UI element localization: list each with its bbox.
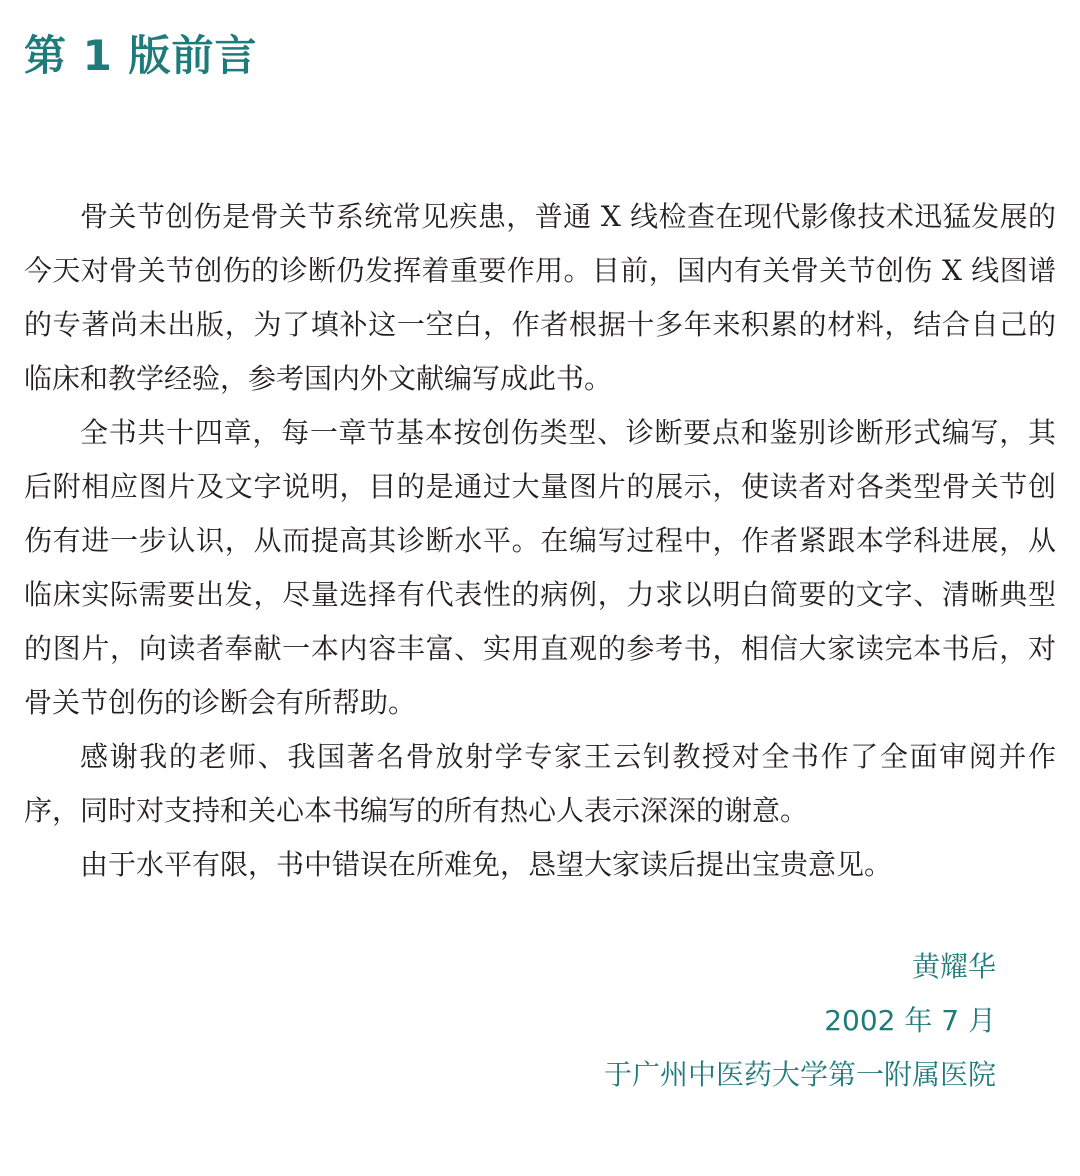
- signature-place: 于广州中医药大学第一附属医院: [603, 1058, 996, 1091]
- paragraph-structure: 全书共十四章，每一章节基本按创伤类型、诊断要点和鉴别诊断形式编写，其后附相应图片及文字说明，目的是通过大量图片的展示，使读者对各类型骨关节创伤有进一步认识，从而提高其诊断水平。在编写过程中，作者紧跟本学科进展，从临床实际需要出发，尽量选择有代表性的病例，力求以明白简要的文字、清晰典型的图片，向读者奉献一本内容丰富、实用直观的参考书，相信大家读完本书后，对骨关节创伤的诊断会有所帮助。: [24, 416, 1056, 719]
- preface-body: [24, 190, 1056, 892]
- paragraph-thanks: 感谢我的老师、我国著名骨放射学专家王云钊教授对全书作了全面审阅并作序，同时对支持和关心本书编写的所有热心人表示深深的谢意。: [24, 740, 1056, 827]
- signature-block: [396, 940, 996, 1102]
- page-title: 第 1 版前言: [24, 31, 258, 80]
- signature-date: 2002 年 7 月: [824, 1004, 996, 1037]
- paragraph-intro: 骨关节创伤是骨关节系统常见疾患，普通 X 线检查在现代影像技术迅猛发展的今天对骨关节创伤的诊断仍发挥着重要作用。目前，国内有关骨关节创伤 X 线图谱的专著尚未出版，为了填补这一空白，作者根据十多年来积累的材料，结合自己的临床和教学经验，参考国内外文献编写成此书。: [24, 200, 1056, 395]
- author-name: 黄耀华: [911, 950, 996, 983]
- paragraph-closing: 由于水平有限，书中错误在所难免，恳望大家读后提出宝贵意见。: [80, 848, 893, 881]
